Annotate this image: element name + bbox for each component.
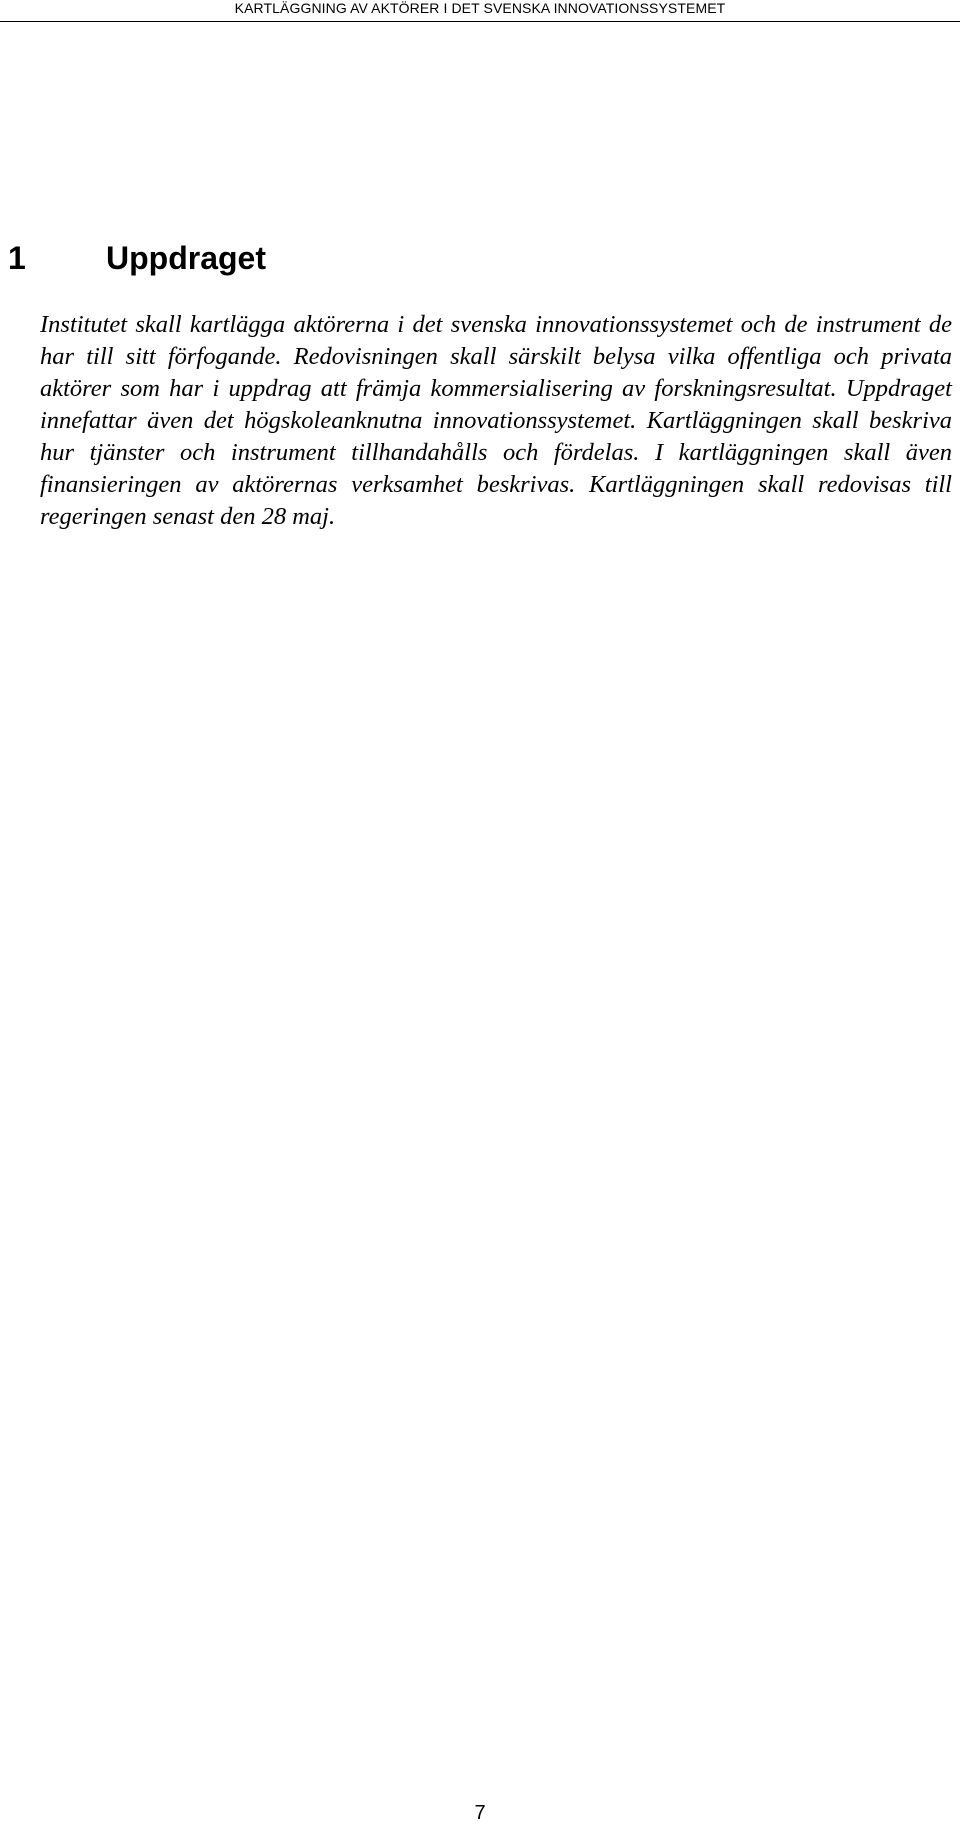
- chapter-number: 1: [8, 240, 26, 276]
- body-paragraph: Institutet skall kartlägga aktörerna i det svenska innovationssystemet och de instrument de har till sitt förfogande. Redovisningen skall särskilt belysa vilka offentliga och privata aktörer som har i uppdrag att främja kommersialisering av forskningsresultat. Uppdraget innefattar även det högskoleanknutna innovationssystemet. Kartläggningen skall beskriva hur tjänster och instrument tillhandahålls och fördelas. I kartläggningen skall även finansieringen av aktörernas verksamhet beskrivas. Kartläggningen skall redovisas till regeringen senast den 28 maj.: [40, 311, 952, 530]
- chapter-title: Uppdraget: [106, 240, 266, 276]
- chapter-heading: [8, 238, 266, 278]
- page-number: 7: [474, 1802, 486, 1824]
- running-header: KARTLÄGGNING AV AKTÖRER I DET SVENSKA INNOVATIONSSYSTEMET: [0, 0, 960, 22]
